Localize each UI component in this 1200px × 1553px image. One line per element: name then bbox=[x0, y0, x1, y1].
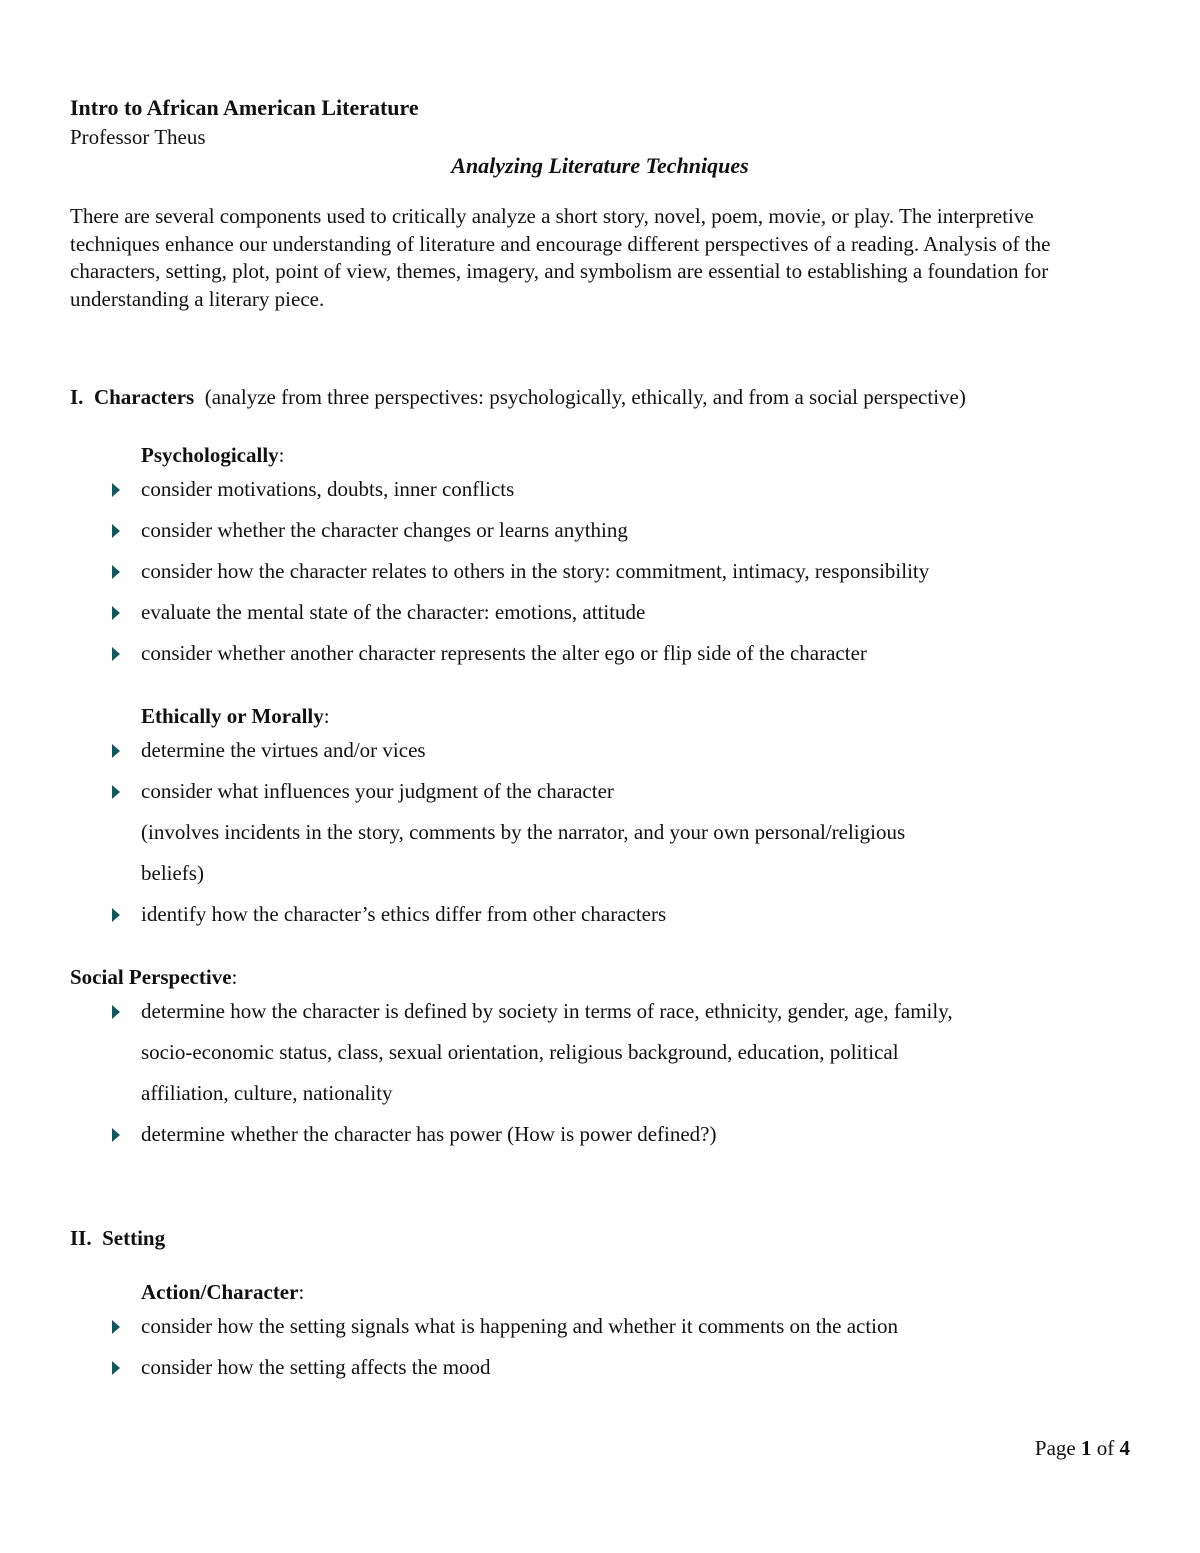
bullet-arrow-icon bbox=[112, 744, 120, 758]
list-item: consider motivations, doubts, inner conflicts bbox=[70, 469, 1130, 510]
list-item: determine the virtues and/or vices bbox=[70, 730, 1130, 771]
subheading-colon: : bbox=[231, 965, 238, 989]
social-list bbox=[70, 991, 1130, 1155]
of-word: of bbox=[1096, 1436, 1115, 1460]
list-item: consider what influences your judgment of the character (involves incidents in the story, comments by the narrator, and your own personal/religious beliefs) bbox=[70, 771, 1130, 894]
bullet-arrow-icon bbox=[112, 647, 120, 661]
subheading-label: Social Perspective bbox=[70, 965, 232, 989]
bullet-arrow-icon bbox=[112, 524, 120, 538]
section-setting-heading bbox=[70, 1223, 1130, 1253]
bullet-arrow-icon bbox=[112, 1005, 120, 1019]
continuation-line: socio-economic status, class, sexual orientation, religious background, education, political bbox=[141, 1040, 899, 1064]
document-page bbox=[70, 93, 1130, 1388]
course-title: Intro to African American Literature bbox=[70, 95, 419, 120]
subheading-colon: : bbox=[278, 443, 285, 467]
continuation-line: (involves incidents in the story, comments by the narrator, and your own personal/religious bbox=[141, 820, 906, 844]
list-item: consider whether another character represents the alter ego or flip side of the character bbox=[70, 633, 1130, 674]
list-item: determine how the character is defined by society in terms of race, ethnicity, gender, age, family, socio-economic status, class, sexual orientation, religious background, education, political affiliation, culture, nationality bbox=[70, 991, 1130, 1114]
bullet-arrow-icon bbox=[112, 483, 120, 497]
section-label: Setting bbox=[102, 1226, 166, 1250]
bullet-arrow-icon bbox=[112, 606, 120, 620]
list-item: evaluate the mental state of the character: emotions, attitude bbox=[70, 592, 1130, 633]
psychological-list bbox=[70, 469, 1130, 674]
list-item: consider how the setting affects the mood bbox=[70, 1347, 1130, 1388]
intro-paragraph: There are several components used to critically analyze a short story, novel, poem, movie, or play. The interpretive techniques enhance our understanding of literature and encourage different perspectives of a reading. Analysis of the characters, setting, plot, point of view, themes, imagery, and symbolism are essential to establishing a foundation for understanding a literary piece. bbox=[70, 204, 1051, 311]
bullet-arrow-icon bbox=[112, 1128, 120, 1142]
section-note: (analyze from three perspectives: psychologically, ethically, and from a social perspective) bbox=[204, 385, 966, 409]
subheading-action-character bbox=[141, 1278, 1130, 1306]
subheading-label: Ethically or Morally bbox=[141, 704, 324, 728]
subheading-label: Psychologically bbox=[141, 443, 279, 467]
list-item: consider how the character relates to others in the story: commitment, intimacy, responsibility bbox=[70, 551, 1130, 592]
professor-name: Professor Theus bbox=[70, 125, 206, 149]
list-item: consider whether the character changes or learns anything bbox=[70, 510, 1130, 551]
subheading-label: Action/Character bbox=[141, 1280, 299, 1304]
section-label: Characters bbox=[93, 385, 195, 409]
subheading-ethically bbox=[141, 702, 1130, 730]
ethical-list bbox=[70, 730, 1130, 935]
continuation-line: beliefs) bbox=[141, 861, 204, 885]
section-number: I. bbox=[70, 385, 84, 409]
list-item: determine whether the character has power (How is power defined?) bbox=[70, 1114, 1130, 1155]
bullet-arrow-icon bbox=[112, 1361, 120, 1375]
document-title: Analyzing Literature Techniques bbox=[451, 153, 749, 178]
list-item: consider how the setting signals what is happening and whether it comments on the action bbox=[70, 1306, 1130, 1347]
setting-list bbox=[70, 1306, 1130, 1388]
subheading-colon: : bbox=[298, 1280, 305, 1304]
subheading-psychologically bbox=[141, 441, 1130, 469]
total-page-count: 4 bbox=[1119, 1436, 1130, 1460]
page-word: Page bbox=[1034, 1436, 1076, 1460]
bullet-arrow-icon bbox=[112, 785, 120, 799]
subheading-social bbox=[70, 963, 1130, 991]
subheading-colon: : bbox=[323, 704, 330, 728]
current-page-number: 1 bbox=[1081, 1436, 1092, 1460]
bullet-arrow-icon bbox=[112, 565, 120, 579]
section-number: II. bbox=[70, 1226, 92, 1250]
bullet-arrow-icon bbox=[112, 1320, 120, 1334]
bullet-arrow-icon bbox=[112, 908, 120, 922]
page-number-footer bbox=[1035, 1434, 1130, 1462]
list-item: identify how the character’s ethics differ from other characters bbox=[70, 894, 1130, 935]
continuation-line: affiliation, culture, nationality bbox=[141, 1081, 393, 1105]
section-characters-heading bbox=[70, 382, 1130, 412]
